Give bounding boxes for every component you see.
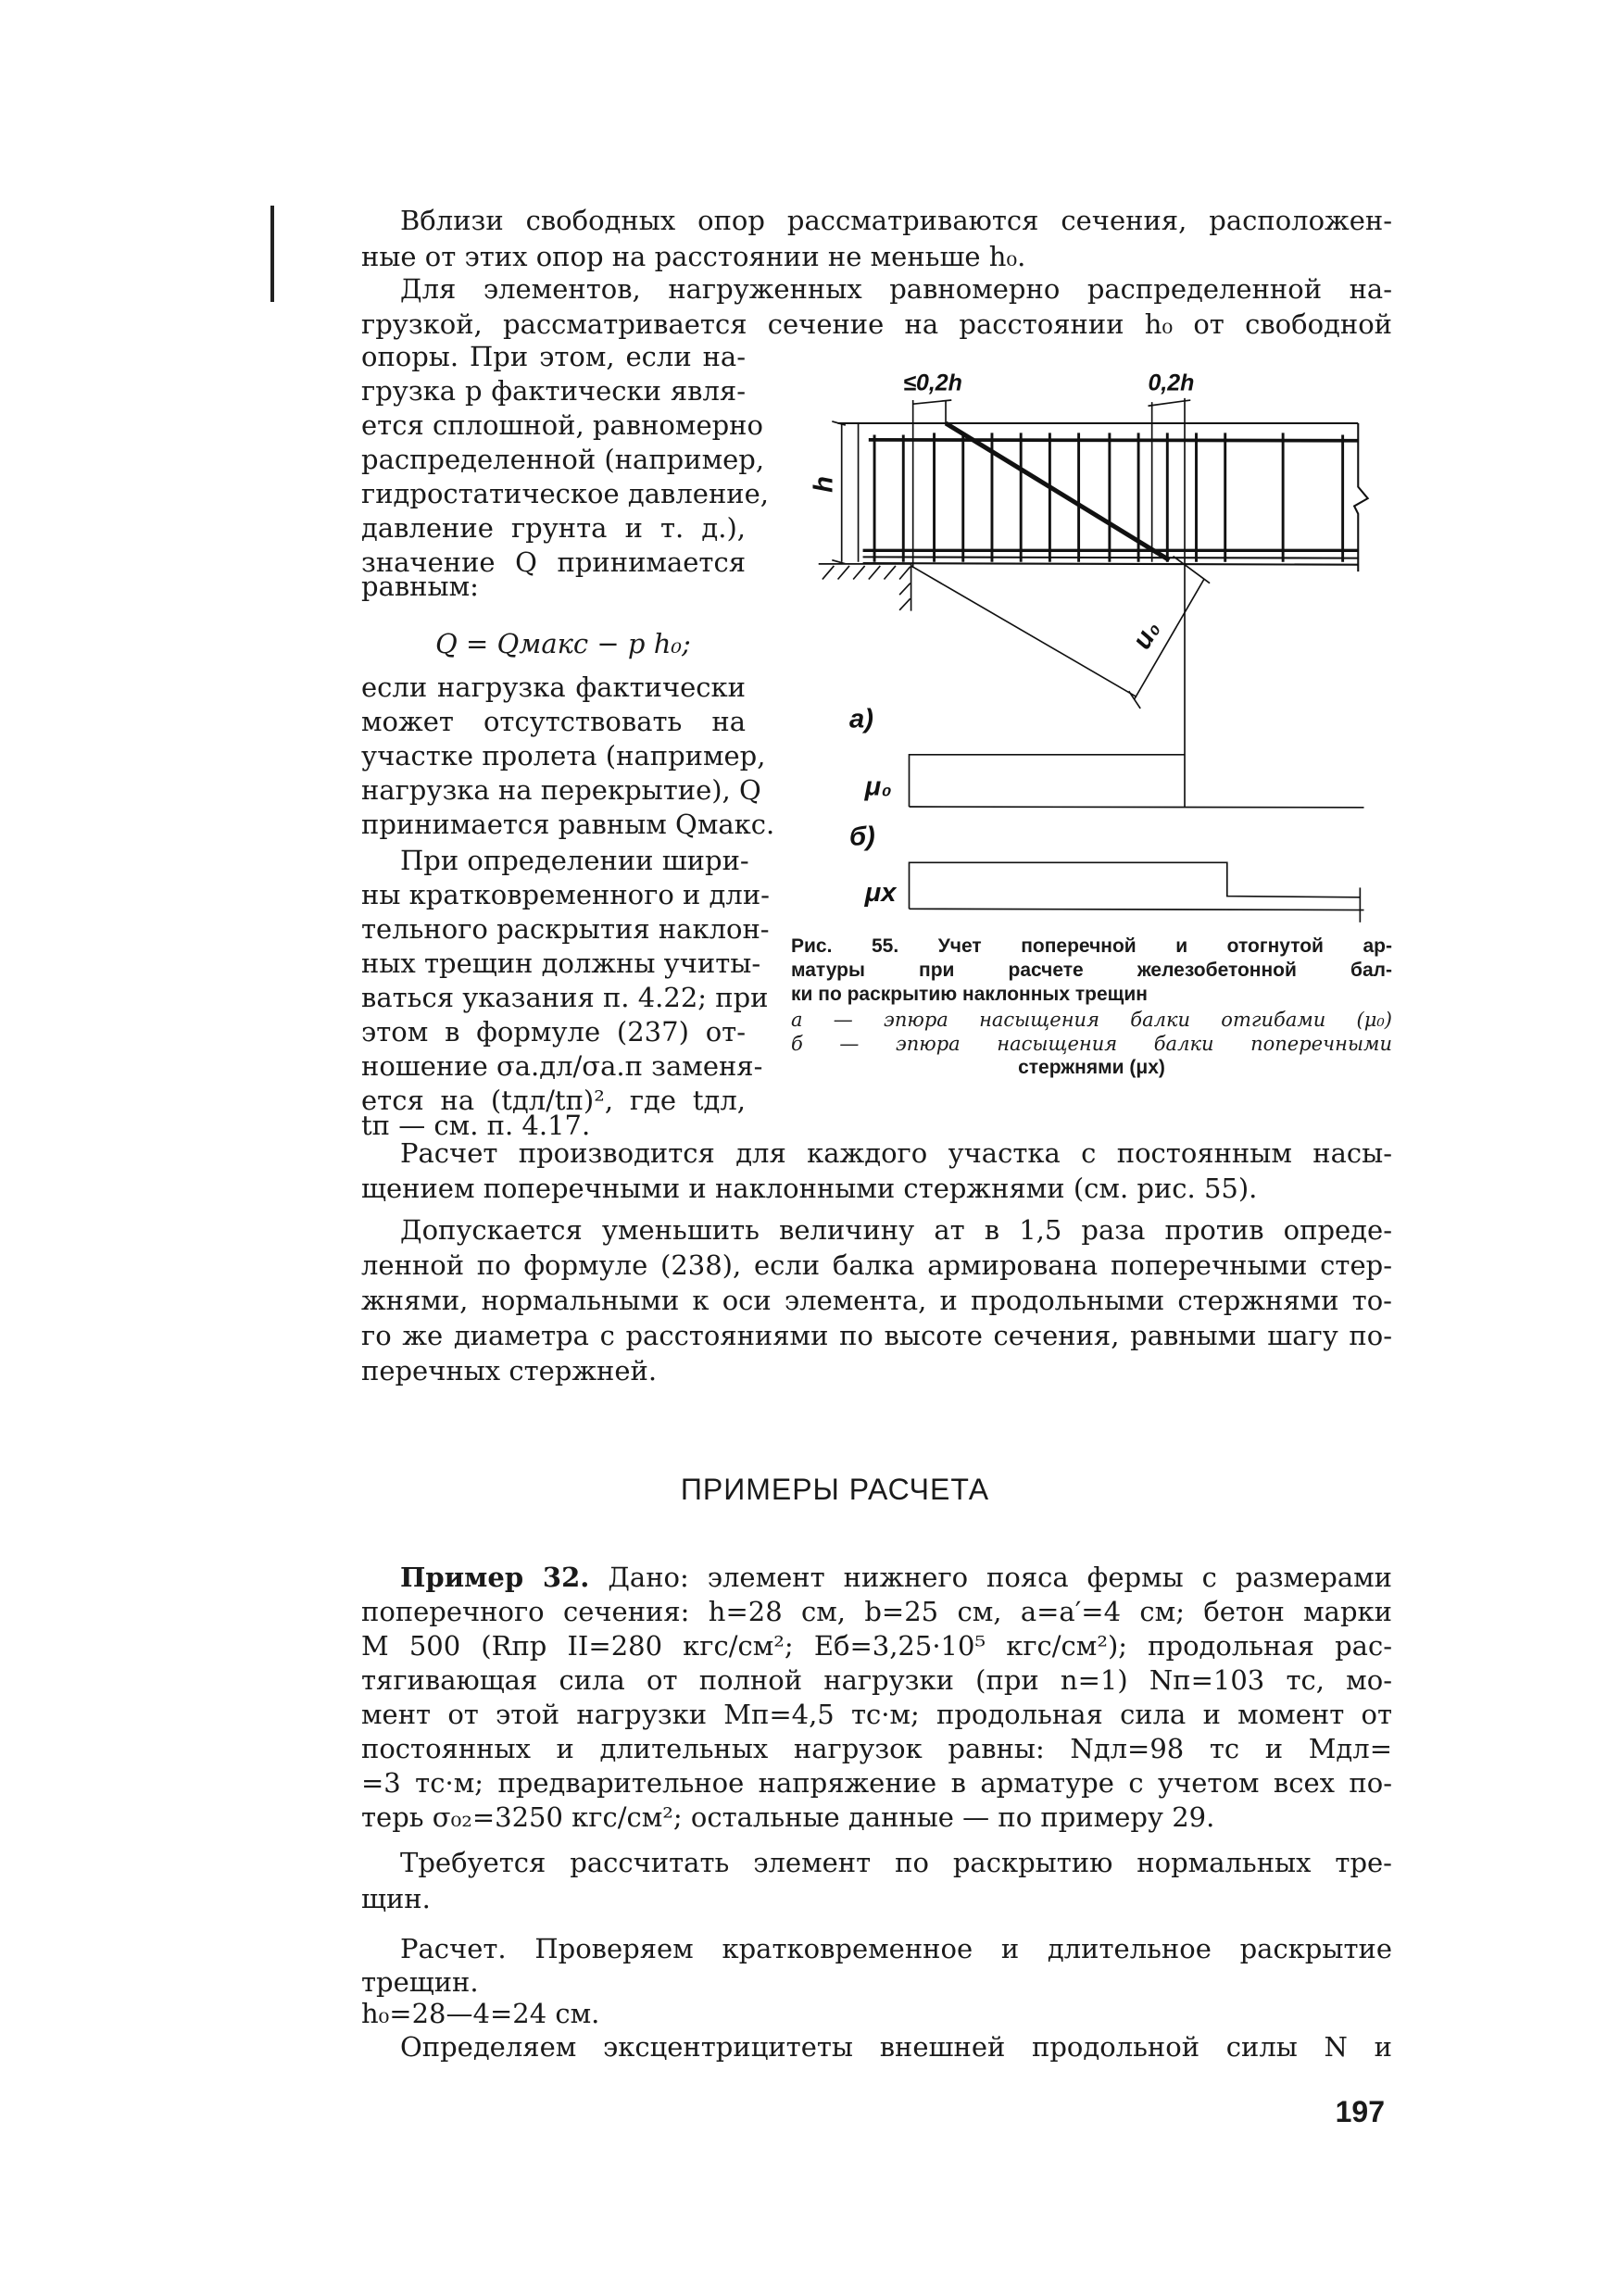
- figure-legend-b: стержнями (μx): [1018, 1057, 1165, 1078]
- label-b: б): [849, 822, 875, 852]
- text-line: ные от этих опор на расстоянии не меньше h₀.: [361, 241, 1026, 272]
- formula: Q = Qмакс − p h₀;: [435, 628, 691, 659]
- text-line: М 500 (Rпр II=280 кгс/см²; Eб=3,25·10⁵ кгс/см²); продольная рас-: [361, 1630, 1392, 1662]
- text-line: равным:: [361, 571, 479, 602]
- example-label: Пример 32.: [400, 1562, 590, 1593]
- text-line: Для элементов, нагруженных равномерно распределенной на-: [400, 273, 1392, 305]
- text-line: нагрузка на перекрытие), Q: [361, 774, 761, 806]
- text-line: гидростатическое давление,: [361, 478, 769, 509]
- text-line: тягивающая сила от полной нагрузки (при n=1) Nп=103 тс, мо-: [361, 1664, 1392, 1696]
- text-line: h₀=28—4=24 см.: [361, 1998, 600, 2029]
- figure-legend-a: а — эпюра насыщения балки отгибами (μ₀): [791, 1009, 1392, 1031]
- margin-change-bar: [270, 206, 274, 302]
- text-line: терь σ₀₂=3250 кгс/см²; остальные данные — по примеру 29.: [361, 1801, 1215, 1833]
- page-number: 197: [1335, 2095, 1385, 2128]
- text-line: давление грунта и т. д.),: [361, 512, 746, 544]
- text-line: мент от этой нагрузки Mп=4,5 тс·м; продольная сила и момент от: [361, 1699, 1392, 1730]
- text-line: [400, 1561, 1392, 1594]
- figure-caption: Рис. 55. Учет поперечной и отогнутой ар-: [791, 935, 1392, 957]
- text-line: Определяем эксцентрицитеты внешней продольной силы N и: [400, 2031, 1392, 2063]
- figure-caption: ки по раскрытию наклонных трещин: [791, 984, 1148, 1005]
- figure-caption: матуры при расчете железобетонной бал-: [791, 960, 1392, 981]
- stirrups: [874, 433, 1343, 561]
- text-line: =3 тс·м; предварительное напряжение в арматуре с учетом всех по-: [361, 1767, 1392, 1799]
- text-line: перечных стержней.: [361, 1355, 658, 1386]
- label-mux: μx: [864, 877, 897, 908]
- figure-legend-b: б — эпюра насыщения балки поперечными: [791, 1033, 1392, 1055]
- text: Дано: элемент нижнего пояса фермы с размерами: [589, 1562, 1392, 1593]
- text-line: участке пролета (например,: [361, 740, 766, 772]
- dim-label-right: 0,2h: [1148, 370, 1195, 396]
- text-line: тельного раскрытия наклон-: [361, 913, 770, 945]
- dim-label-h: h: [809, 476, 839, 493]
- dim-label-left: ≤0,2h: [903, 370, 962, 396]
- text-line: может отсутствовать на: [361, 706, 746, 737]
- section-heading: ПРИМЕРЫ РАСЧЕТА: [680, 1473, 990, 1506]
- text-line: распределенной (например,: [361, 444, 765, 475]
- figure-55-beam-diagram: [787, 352, 1389, 926]
- text-line: го же диаметра с расстояниями по высоте сечения, равными шагу по-: [361, 1320, 1392, 1351]
- text-line: Требуется рассчитать элемент по раскрытию нормальных тре-: [400, 1847, 1392, 1878]
- text-line: значение Q принимается: [361, 546, 746, 578]
- text-line: ется на (tдл/tп)², где tдл,: [361, 1085, 746, 1116]
- beam: [838, 423, 1368, 571]
- text-line: Вблизи свободных опор рассматриваются сечения, расположен-: [400, 205, 1392, 236]
- text-line: грузка p фактически явля-: [361, 375, 746, 407]
- text-line: Допускается уменьшить величину aт в 1,5 раза против опреде-: [400, 1214, 1392, 1246]
- saturation-diagrams: [910, 755, 1364, 922]
- text-line: принимается равным Qмакс.: [361, 809, 775, 840]
- text-line: ется сплошной, равномерно: [361, 409, 763, 441]
- text-line: жнями, нормальными к оси элемента, и продольными стержнями то-: [361, 1285, 1392, 1316]
- text-line: поперечного сечения: h=28 см, b=25 см, a=a′=4 см; бетон марки: [361, 1596, 1392, 1627]
- text-line: этом в формуле (237) от-: [361, 1016, 746, 1048]
- support-hatching: [819, 564, 911, 611]
- text-line: Расчет производится для каждого участка с постоянным насы-: [400, 1137, 1392, 1169]
- label-a: а): [849, 704, 873, 734]
- text-line: трещин.: [361, 1966, 479, 1998]
- label-mu0: μ₀: [864, 772, 892, 802]
- text-line: Расчет. Проверяем кратковременное и длительное раскрытие: [400, 1933, 1392, 1964]
- text-line: tп — см. п. 4.17.: [361, 1110, 591, 1141]
- text-line: ваться указания п. 4.22; при: [361, 982, 769, 1013]
- text-line: щением поперечными и наклонными стержнями (см. рис. 55).: [361, 1173, 1258, 1204]
- text-line: если нагрузка фактически: [361, 671, 746, 703]
- text-line: ленной по формуле (238), если балка армирована поперечными стер-: [361, 1249, 1392, 1281]
- text-line: постоянных и длительных нагрузок равны: Nдл=98 тс и Mдл=: [361, 1733, 1392, 1764]
- text-line: ношение σа.дл/σа.п заменя-: [361, 1050, 763, 1082]
- text-line: грузкой, рассматривается сечение на расстоянии h₀ от свободной: [361, 308, 1392, 340]
- text-line: опоры. При этом, если на-: [361, 341, 746, 372]
- text-line: ны кратковременного и дли-: [361, 879, 770, 910]
- text-line: При определении шири-: [400, 845, 749, 876]
- text-line: щин.: [361, 1883, 431, 1914]
- dim-label-u0: u₀: [1126, 616, 1167, 655]
- text-line: ных трещин должны учиты-: [361, 947, 761, 979]
